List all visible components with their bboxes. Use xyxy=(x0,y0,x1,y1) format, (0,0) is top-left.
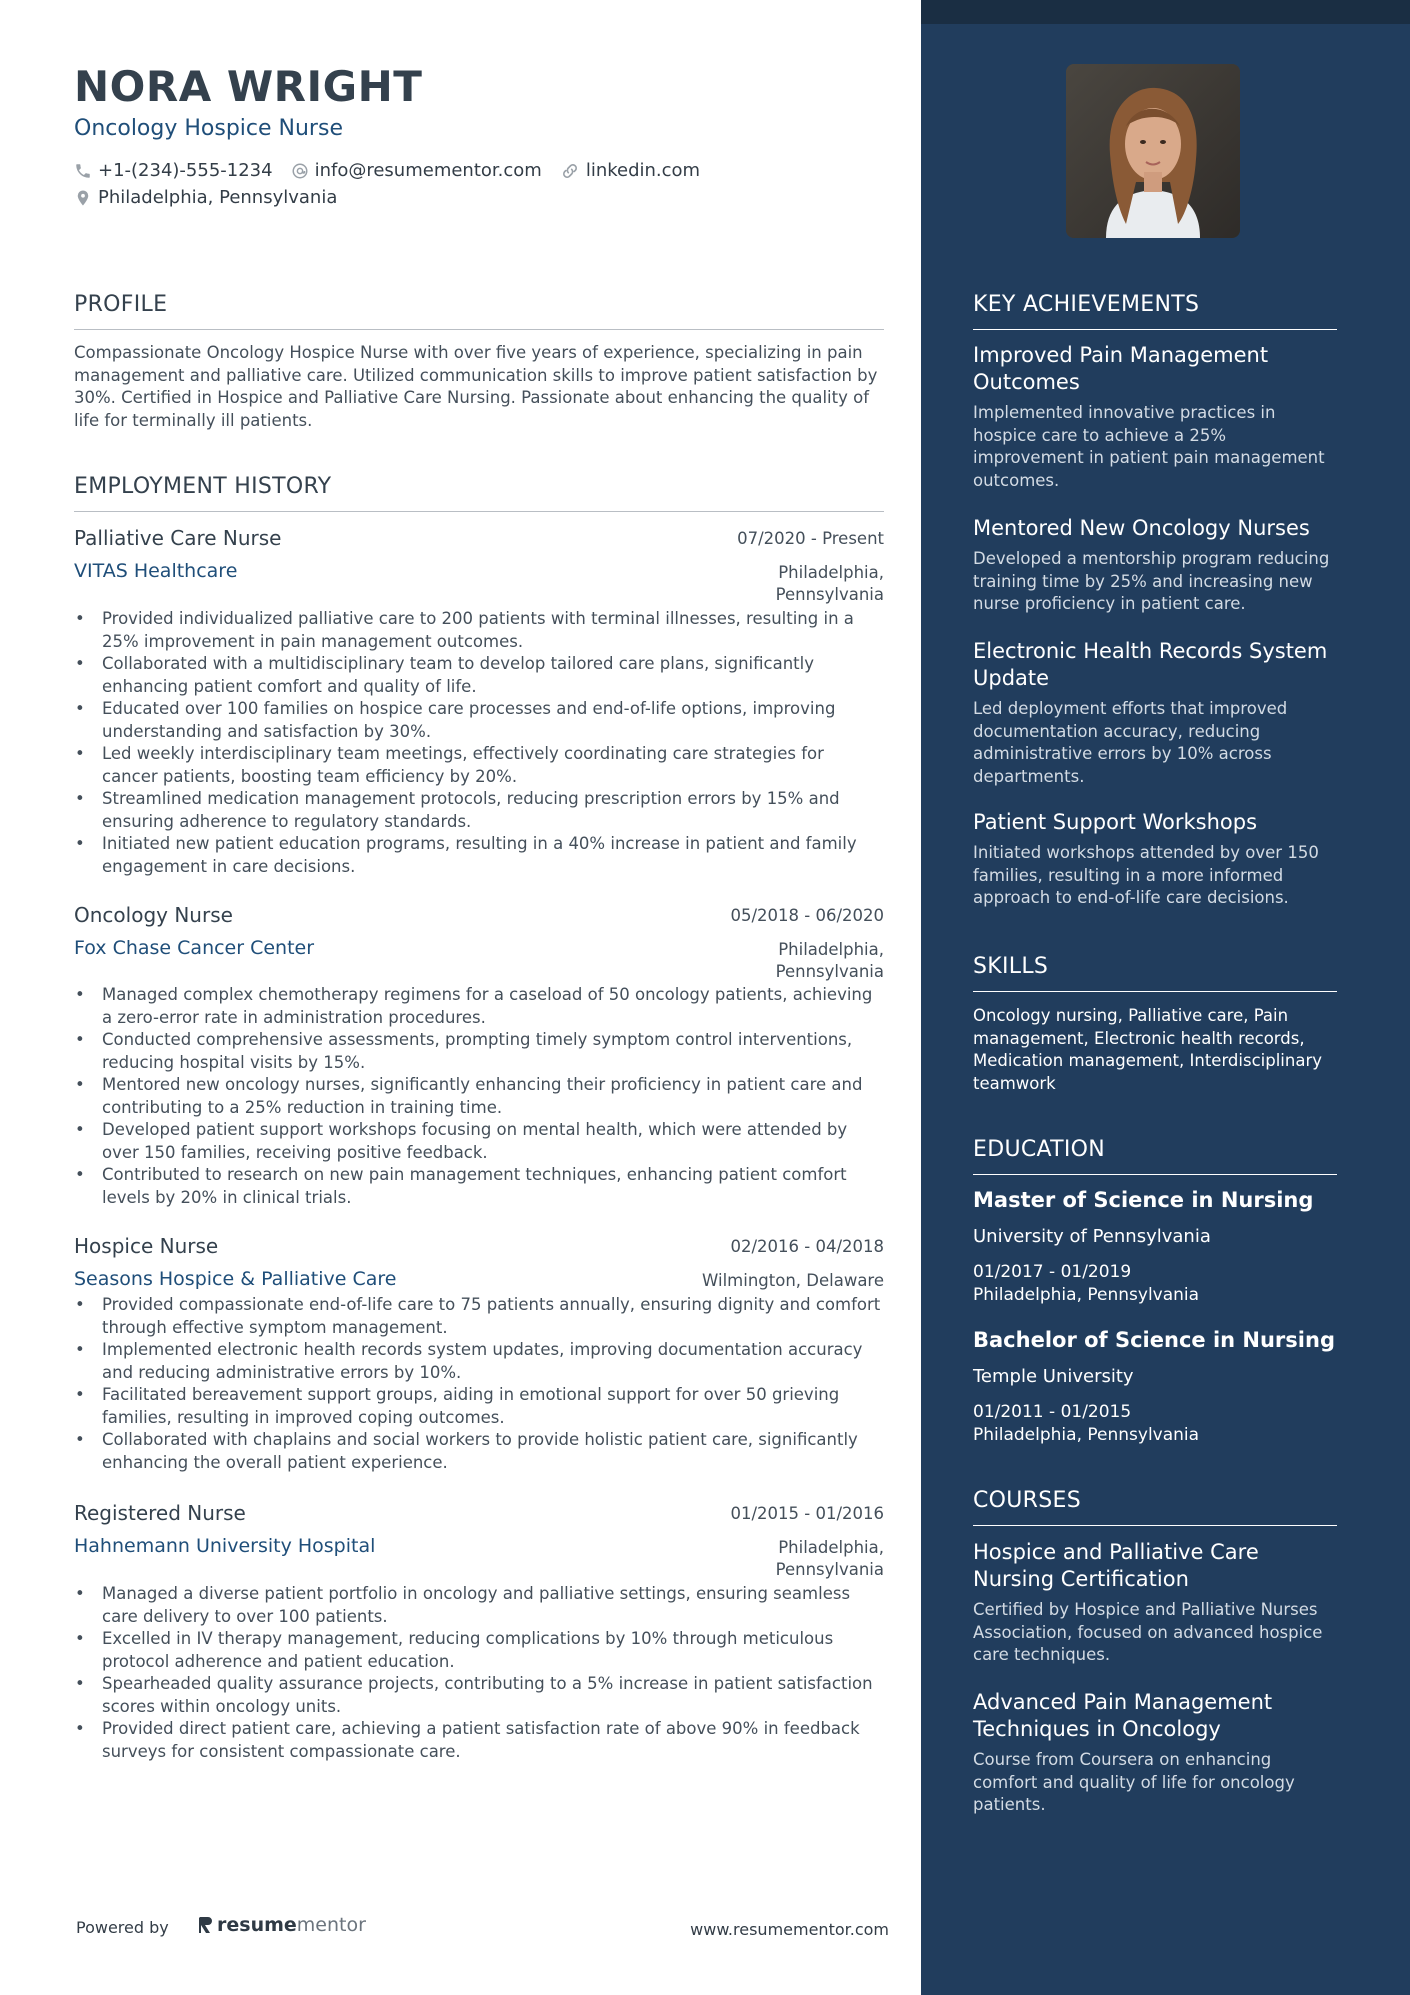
job-company: Fox Chase Cancer Center xyxy=(74,937,315,959)
education-school: Temple University xyxy=(973,1366,1134,1387)
at-icon xyxy=(291,162,309,180)
achievement-text: Developed a mentorship program reducing training time by 25% and increasing new nurse proficiency in patient care. xyxy=(973,549,1330,613)
job-bullet: • Managed complex chemotherapy regimens for a caseload of 50 oncology patients, achieving a zero-error rate in administration procedures. xyxy=(102,984,884,1029)
footer-url[interactable]: www.resumementor.com xyxy=(690,1920,889,1939)
sidebar xyxy=(921,0,1410,1995)
job-bullets xyxy=(74,1294,884,1474)
job-title: Palliative Care Nurse xyxy=(74,526,282,550)
job-bullet: • Provided individualized palliative care to 200 patients with terminal illnesses, resulting in a 25% improvement in pain management outcomes. xyxy=(102,608,884,653)
job-bullet: • Collaborated with a multidisciplinary team to develop tailored care plans, significantly enhancing patient comfort and quality of life. xyxy=(102,653,884,698)
achievement-item xyxy=(973,342,1337,492)
achievement-title: Patient Support Workshops xyxy=(973,810,1258,834)
phone-text: +1-(234)-555-1234 xyxy=(98,160,273,181)
education-dates: 01/2011 - 01/2015 xyxy=(973,1402,1132,1422)
job-location: Wilmington, Delaware xyxy=(702,1271,884,1290)
contact-row-1 xyxy=(74,160,718,181)
job-bullet: • Educated over 100 families on hospice care processes and end-of-life options, improving understanding and satisfaction by 30%. xyxy=(102,698,884,743)
job-title: Registered Nurse xyxy=(74,1501,246,1525)
logo-text-bold: resume xyxy=(217,1914,297,1936)
job-title: Oncology Nurse xyxy=(74,903,233,927)
job-company: VITAS Healthcare xyxy=(74,560,238,582)
education-location: Philadelphia, Pennsylvania xyxy=(973,1424,1200,1445)
job-title: Hospice Nurse xyxy=(74,1234,219,1258)
phone-icon xyxy=(74,162,92,180)
achievement-text: Initiated workshops attended by over 150 families, resulting in a more informed approach to end-of-life care decisions. xyxy=(973,843,1319,907)
education-degree: Master of Science in Nursing xyxy=(973,1188,1314,1212)
profile-photo xyxy=(1066,64,1240,238)
job-entry xyxy=(74,903,884,1209)
job-dates: 07/2020 - Present xyxy=(737,529,884,548)
achievement-item xyxy=(973,515,1337,616)
job-bullet: • Collaborated with chaplains and social workers to provide holistic patient care, significantly enhancing the overall patient experience. xyxy=(102,1429,884,1474)
achievement-title: Improved Pain Management Outcomes xyxy=(973,343,1269,394)
link-icon xyxy=(560,161,580,181)
achievement-title: Mentored New Oncology Nurses xyxy=(973,516,1310,540)
employment-heading: EMPLOYMENT HISTORY xyxy=(74,474,884,512)
achievements-heading: KEY ACHIEVEMENTS xyxy=(973,292,1337,330)
education-heading: EDUCATION xyxy=(973,1137,1337,1175)
job-dates: 02/2016 - 04/2018 xyxy=(730,1237,884,1256)
job-bullet: • Led weekly interdisciplinary team meetings, effectively coordinating care strategies for cancer patients, boosting team efficiency by 20%. xyxy=(102,743,884,788)
candidate-title: Oncology Hospice Nurse xyxy=(74,116,343,141)
job-location: Philadelphia, Pennsylvania xyxy=(775,940,884,981)
achievement-item xyxy=(973,809,1337,910)
course-title: Hospice and Palliative Care Nursing Certification xyxy=(973,1540,1259,1591)
education-dates: 01/2017 - 01/2019 xyxy=(973,1262,1132,1282)
achievement-item xyxy=(973,638,1337,788)
job-bullet: • Facilitated bereavement support groups, aiding in emotional support for over 50 grieving families, resulting in improved coping outcomes. xyxy=(102,1384,884,1429)
job-bullet: • Streamlined medication management protocols, reducing prescription errors by 15% and ensuring adherence to regulatory standards. xyxy=(102,788,884,833)
job-bullet: • Provided direct patient care, achieving a patient satisfaction rate of above 90% in feedback surveys for consistent compassionate care. xyxy=(102,1718,884,1763)
job-bullet: • Developed patient support workshops focusing on mental health, which were attended by over 150 families, receiving positive feedback. xyxy=(102,1119,884,1164)
course-text: Course from Coursera on enhancing comfort and quality of life for oncology patients. xyxy=(973,1750,1295,1814)
job-location: Philadelphia, Pennsylvania xyxy=(775,1538,884,1579)
courses-heading: COURSES xyxy=(973,1488,1337,1526)
skills-heading: SKILLS xyxy=(973,954,1337,992)
candidate-name: NORA WRIGHT xyxy=(74,62,423,111)
job-bullet: • Mentored new oncology nurses, significantly enhancing their proficiency in patient care and contributing to a 25% reduction in training time. xyxy=(102,1074,884,1119)
contact-phone xyxy=(74,160,273,181)
contact-email[interactable] xyxy=(291,160,542,181)
linkedin-text[interactable]: linkedin.com xyxy=(585,160,701,181)
job-bullet: • Conducted comprehensive assessments, prompting timely symptom control interventions, reducing hospital visits by 15%. xyxy=(102,1029,884,1074)
job-bullet: • Implemented electronic health records system updates, improving documentation accuracy and reducing administrative errors by 10%. xyxy=(102,1339,884,1384)
job-bullets xyxy=(74,608,884,878)
job-dates: 01/2015 - 01/2016 xyxy=(730,1504,884,1523)
powered-by-label: Powered by xyxy=(76,1918,169,1937)
resumementor-logo[interactable] xyxy=(198,1914,366,1936)
contact-location xyxy=(74,187,337,208)
logo-text-light: mentor xyxy=(296,1914,366,1936)
contact-linkedin[interactable] xyxy=(560,160,700,181)
job-bullet: • Initiated new patient education programs, resulting in a 40% increase in patient and family engagement in care decisions. xyxy=(102,833,884,878)
job-entry xyxy=(74,1234,884,1474)
job-bullet: • Provided compassionate end-of-life care to 75 patients annually, ensuring dignity and comfort through effective symptom management. xyxy=(102,1294,884,1339)
job-entry xyxy=(74,526,884,878)
education-degree: Bachelor of Science in Nursing xyxy=(973,1328,1335,1352)
achievement-title: Electronic Health Records System Update xyxy=(973,639,1328,690)
job-company: Seasons Hospice & Palliative Care xyxy=(74,1268,397,1290)
job-bullets xyxy=(74,1583,884,1763)
course-title: Advanced Pain Management Techniques in Oncology xyxy=(973,1690,1273,1741)
profile-text: Compassionate Oncology Hospice Nurse with over five years of experience, specializing in pain management and palliative care. Utilized communication skills to improve patient satisfaction by 30%. Certified in Hospice and Palliative Care Nursing. Passionate about enhancing the quality of life for terminally ill patients. xyxy=(74,343,878,430)
sidebar-top-bar xyxy=(921,0,1410,24)
location-text: Philadelphia, Pennsylvania xyxy=(98,187,338,208)
job-dates: 05/2018 - 06/2020 xyxy=(730,906,884,925)
education-item xyxy=(973,1188,1337,1306)
contact-row-2 xyxy=(74,187,355,208)
job-bullet: • Spearheaded quality assurance projects, contributing to a 5% increase in patient satisfaction scores within oncology units. xyxy=(102,1673,884,1718)
course-text: Certified by Hospice and Palliative Nurses Association, focused on advanced hospice care techniques. xyxy=(973,1600,1323,1664)
job-company: Hahnemann University Hospital xyxy=(74,1535,376,1557)
achievement-text: Implemented innovative practices in hospice care to achieve a 25% improvement in patient pain management outcomes. xyxy=(973,403,1325,490)
skills-list xyxy=(973,1005,1337,1095)
job-bullet: • Excelled in IV therapy management, reducing complications by 10% through meticulous protocol adherence and patient education. xyxy=(102,1628,884,1673)
email-text[interactable]: info@resumementor.com xyxy=(314,160,542,181)
education-item xyxy=(973,1328,1337,1446)
course-item xyxy=(973,1539,1337,1667)
job-bullet: • Contributed to research on new pain management techniques, enhancing patient comfort levels by 20% in clinical trials. xyxy=(102,1164,884,1209)
achievement-text: Led deployment efforts that improved documentation accuracy, reducing administrative errors by 10% across departments. xyxy=(973,699,1288,786)
skills-text: Oncology nursing, Palliative care, Pain management, Electronic health records, Medication management, Interdisciplinary teamwork xyxy=(973,1006,1323,1093)
course-item xyxy=(973,1689,1337,1817)
location-pin-icon xyxy=(74,188,92,208)
resumementor-logo-icon xyxy=(198,1915,214,1935)
education-school: University of Pennsylvania xyxy=(973,1226,1211,1247)
job-entry xyxy=(74,1501,884,1763)
education-location: Philadelphia, Pennsylvania xyxy=(973,1284,1200,1305)
job-location: Philadelphia, Pennsylvania xyxy=(775,563,884,604)
profile-heading: PROFILE xyxy=(74,292,884,330)
job-bullet: • Managed a diverse patient portfolio in oncology and palliative settings, ensuring seamless care delivery to over 100 patients. xyxy=(102,1583,884,1628)
job-bullets xyxy=(74,984,884,1209)
